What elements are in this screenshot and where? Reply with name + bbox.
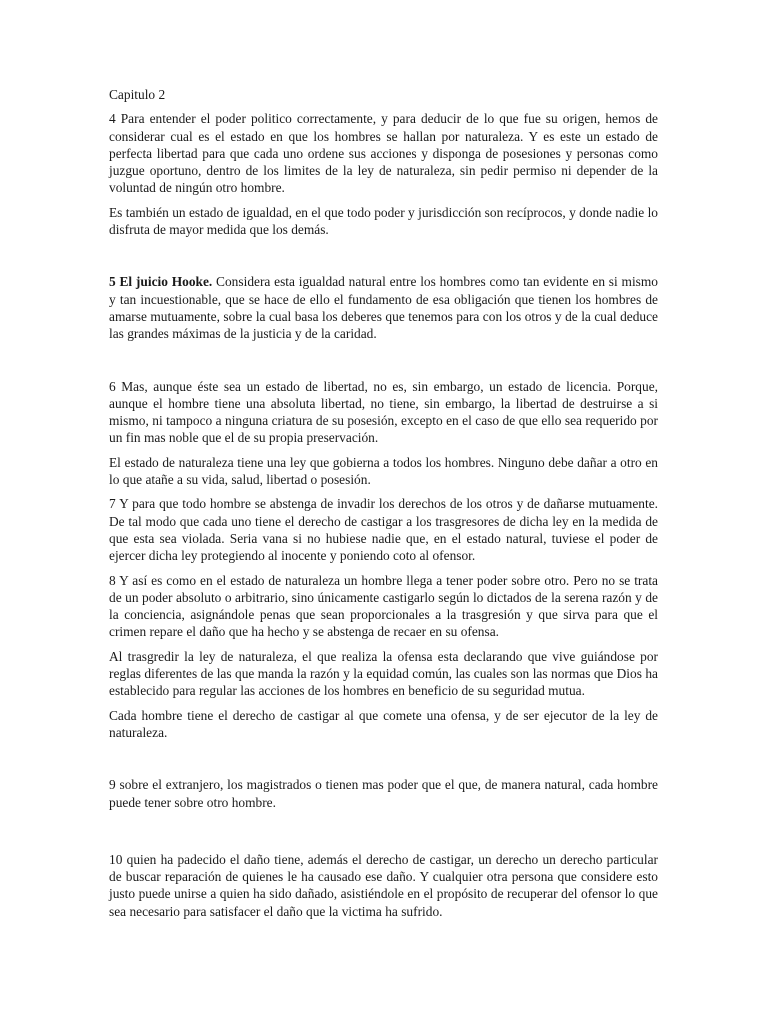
paragraph-5-lead: 5 El juicio Hooke. [109, 274, 213, 290]
section-gap [109, 350, 658, 378]
section-gap [109, 748, 658, 776]
paragraph-9: 9 sobre el extranjero, los magistrados o tienen mas poder que el que, de manera natural, cada hombre puede tener sobre otro hombre. [109, 777, 658, 810]
paragraph-8-conclusion: Cada hombre tiene el derecho de castigar al que comete una ofensa, y de ser ejecutor de la ley de naturaleza. [109, 707, 658, 740]
section-gap [109, 245, 658, 273]
paragraph-8: 8 Y así es como en el estado de naturaleza un hombre llega a tener poder sobre otro. Pero no se trata de un poder absoluto o arbitrario, sino únicamente castigarlo según lo dictados de la serena razón y de la conciencia, asignándole penas que sean proporcionales a la trasgresión y que sirva para que el crimen repare el daño que ha hecho y se abstenga de recaer en su ofensa. [109, 572, 658, 640]
paragraph-10: 10 quien ha padecido el daño tiene, además el derecho de castigar, un derecho un derecho particular de buscar reparación de quienes le ha causado ese daño. Y cualquier otra persona que considere esto justo puede unirse a quien ha sido dañado, asistiéndole en el propósito de recuperar del ofensor lo que sea necesario para satisfacer el daño que la victima ha sufrido. [109, 851, 658, 919]
section-gap [109, 818, 658, 851]
paragraph-8-continued: Al trasgredir la ley de naturaleza, el que realiza la ofensa esta declarando que vive guiándose por reglas diferentes de las que manda la razón y la equidad común, las cuales son las normas que Dios ha establecido para regular las acciones de los hombres en beneficio de su seguridad mutua. [109, 648, 658, 699]
chapter-title: Capitulo 2 [109, 87, 166, 102]
paragraph-6-continued: El estado de naturaleza tiene una ley que gobierna a todos los hombres. Ninguno debe dañar a otro en lo que atañe a su vida, salud, libertad o posesión. [109, 454, 658, 488]
document-page [109, 86, 658, 927]
paragraph-4: 4 Para entender el poder politico correctamente, y para deducir de lo que fue su origen, hemos de considerar cual es el estado en que los hombres se hallan por naturaleza. Y es este un estado de perfecta libertad para que cada uno ordene sus acciones y disponga de posesiones y personas como juzgue oportuno, dentro de los limites de la ley de naturaleza, sin pedir permiso ni depender de la voluntad de ningún otro hombre. [109, 111, 658, 196]
paragraph-4-continued: Es también un estado de igualdad, en el que todo poder y jurisdicción son recíprocos, y donde nadie lo disfruta de mayor medida que los demás. [109, 204, 658, 238]
paragraph-6: 6 Mas, aunque éste sea un estado de libertad, no es, sin embargo, un estado de licencia. Porque, aunque el hombre tiene una absoluta libertad, no tiene, sin embargo, la libertad de destruirse a si mismo, ni tampoco a ninguna criatura de su posesión, excepto en el caso de que ello sea requerido por un fin mas noble que el de su propia preservación. [109, 378, 658, 446]
paragraph-5 [109, 273, 658, 342]
paragraph-7: 7 Y para que todo hombre se abstenga de invadir los derechos de los otros y de dañarse mutuamente. De tal modo que cada uno tiene el derecho de castigar a los trasgresores de dicha ley en la medida de que esta sea violada. Seria vana si no hubiese nadie que, en el estado natural, tuviese el poder de ejercer dicha ley protegiendo al inocente y poniendo coto al ofensor. [109, 496, 658, 564]
paragraph-5-body: Considera esta igualdad natural entre los hombres como tan evidente en si mismo y tan incuestionable, que se hace de ello el fundamento de esa obligación que tienen los hombres de amarse mutuamente, sobre la cual basa los deberes que tenemos para con los otros y de la cual deduce las grandes máximas de la justicia y de la caridad. [109, 274, 658, 342]
